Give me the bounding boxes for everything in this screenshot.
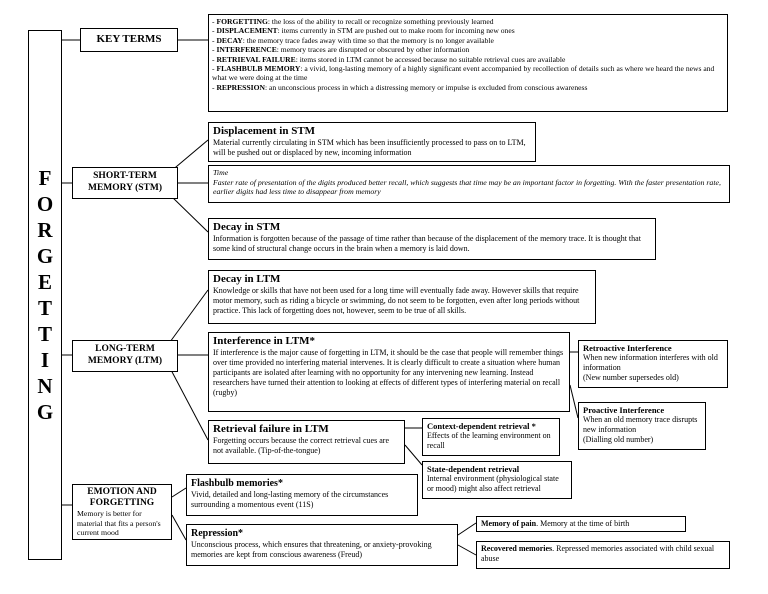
retroactive-text: When new information interferes with old information bbox=[583, 353, 718, 372]
proactive-text: When an old memory trace disrupts new information bbox=[583, 415, 698, 434]
context-title: Context-dependent retrieval * bbox=[427, 421, 536, 431]
bullet-dash: - bbox=[212, 35, 217, 45]
key-term-definition: : the loss of the ability to recall or recognize something previously learned bbox=[267, 17, 494, 26]
state-title: State-dependent retrieval bbox=[427, 464, 520, 474]
stm-decay-box bbox=[208, 218, 656, 260]
stm-label bbox=[72, 167, 178, 199]
stm-displacement-box bbox=[208, 122, 536, 162]
ltm-label bbox=[72, 340, 178, 372]
stm-label-text: SHORT-TERM MEMORY (STM) bbox=[88, 171, 162, 193]
title-letter: F bbox=[38, 166, 52, 190]
context-text: Effects of the learning environment on recall bbox=[427, 431, 551, 450]
title-letter: E bbox=[37, 270, 52, 294]
pain-text: . Memory at the time of birth bbox=[536, 519, 630, 528]
retroactive-title: Retroactive Interference bbox=[583, 343, 672, 353]
memory-of-pain-box bbox=[476, 516, 686, 532]
ltm-retrieval-text: Forgetting occurs because the correct retrieval cues are not available. (Tip-of-the-tongue) bbox=[213, 436, 389, 455]
key-term: REPRESSION bbox=[216, 82, 265, 92]
ltm-interference-title: Interference in LTM* bbox=[213, 335, 316, 347]
flashbulb-text: Vivid, detailed and long-lasting memory of the circumstances surrounding a momentous event (11S) bbox=[191, 490, 389, 509]
bullet-dash: - bbox=[212, 45, 217, 55]
key-terms-label-text: KEY TERMS bbox=[96, 33, 162, 45]
emotion-subtext: Memory is better for material that fits a person's current mood bbox=[77, 509, 161, 537]
state-dependent-box bbox=[422, 461, 572, 499]
bullet-dash: - bbox=[212, 26, 217, 36]
ltm-retrieval-box bbox=[208, 420, 405, 464]
key-term-row bbox=[212, 45, 724, 54]
stm-decay-title: Decay in STM bbox=[213, 221, 281, 233]
ltm-interference-box bbox=[208, 332, 570, 412]
retroactive-example: (New number supersedes old) bbox=[583, 373, 679, 382]
flashbulb-title: Flashbulb memories* bbox=[191, 478, 283, 489]
ltm-decay-text: Knowledge or skills that have not been used for a long time will eventually fade away. However skills that require motor memory, such as riding a bicycle or swimming, do not seem to be forgotten, even after long periods without practice. This lack of forgetting does not, however, seem to be true of all skills. bbox=[213, 286, 580, 315]
key-term: FORGETTING bbox=[216, 17, 268, 26]
key-term-definition: : the memory trace fades away with time so that the memory is no longer available bbox=[242, 35, 494, 45]
key-term-row bbox=[212, 26, 724, 35]
key-term-definition: : items currently in STM are pushed out to make room for incoming new ones bbox=[277, 26, 515, 36]
stm-decay-text: Information is forgotten because of the passage of time rather than because of the displacement of the memory trace. It is thought that some kind of structural change occurs in the brain when a memory is laid down. bbox=[213, 234, 641, 253]
proactive-interference-box bbox=[578, 402, 706, 450]
key-terms-definitions bbox=[208, 14, 728, 112]
forgetting-vertical-title bbox=[28, 30, 62, 560]
pain-title: Memory of pain bbox=[481, 519, 537, 528]
stm-time-box bbox=[208, 165, 730, 203]
key-term-row bbox=[212, 55, 724, 64]
recovered-text: . Repressed memories associated with child sexual abuse bbox=[481, 544, 715, 563]
key-terms-label bbox=[80, 28, 178, 52]
title-letter: O bbox=[36, 192, 54, 216]
ltm-label-text: LONG-TERM MEMORY (LTM) bbox=[87, 344, 163, 366]
ltm-decay-box bbox=[208, 270, 596, 324]
bullet-dash: - bbox=[212, 17, 217, 26]
key-term-row bbox=[212, 83, 724, 92]
key-term-row bbox=[212, 36, 724, 45]
ltm-decay-title: Decay in LTM bbox=[213, 273, 281, 285]
key-term: FLASHBULB MEMORY bbox=[216, 64, 301, 74]
bullet-dash: - bbox=[212, 54, 217, 64]
recovered-memories-box bbox=[476, 541, 730, 569]
stm-time-text: Faster rate of presentation of the digits produced better recall, which suggests that time may be an important factor in forgetting. With the faster presentation rate, earlier digits had less time to disappear from memory bbox=[213, 177, 721, 197]
title-letter: T bbox=[37, 322, 52, 346]
key-term-row bbox=[212, 64, 724, 83]
title-letter: G bbox=[36, 400, 54, 424]
context-dependent-box bbox=[422, 418, 560, 456]
state-text: Internal environment (physiological state or mood) might also affect retrieval bbox=[427, 474, 559, 493]
key-term: RETRIEVAL FAILURE bbox=[216, 54, 296, 64]
stm-displacement-text: Material currently circulating in STM which has been insufficiently processed to pass on to LTM, will be pushed out or displaced by new, incoming information bbox=[213, 138, 526, 157]
title-letter: N bbox=[37, 374, 53, 398]
title-letter: I bbox=[40, 348, 50, 372]
title-letter: R bbox=[37, 218, 53, 242]
recovered-title: Recovered memories bbox=[481, 544, 553, 553]
key-term-definition: : memory traces are disrupted or obscured by other information bbox=[276, 45, 470, 55]
bullet-dash: - bbox=[212, 64, 217, 74]
ltm-interference-text: If interference is the major cause of forgetting in LTM, it should be the case that people will remember things over time provided no interfering material intervenes. It is clearly difficult to create a situation where human participants are isolated after learning with no opportunity for any intervening new learning. Instead researchers have turned their attention to looking at effects of different types of interfering material on recall (rugby) bbox=[213, 348, 564, 397]
title-letter: T bbox=[37, 296, 52, 320]
key-term-row bbox=[212, 17, 724, 26]
key-term: DISPLACEMENT bbox=[216, 26, 278, 36]
proactive-example: (Dialling old number) bbox=[583, 435, 654, 444]
repression-box bbox=[186, 524, 458, 566]
bullet-dash: - bbox=[212, 82, 217, 92]
repression-text: Unconscious process, which ensures that threatening, or anxiety-provoking memories are kept from conscious awareness (Freud) bbox=[191, 540, 432, 559]
key-term: INTERFERENCE bbox=[216, 45, 277, 55]
repression-title: Repression* bbox=[191, 528, 244, 539]
key-term-definition: : items stored in LTM cannot be accessed because no suitable retrieval cues are available bbox=[295, 54, 566, 64]
key-term-definition: : a vivid, long-lasting memory of a highly significant event accompanied by recollection of details such as where we heard the news and what we were doing at the time bbox=[212, 64, 715, 83]
emotion-label-text: EMOTION AND FORGETTING bbox=[87, 487, 157, 508]
stm-displacement-title: Displacement in STM bbox=[213, 125, 316, 137]
ltm-retrieval-title: Retrieval failure in LTM bbox=[213, 423, 329, 435]
emotion-label bbox=[72, 484, 172, 540]
proactive-title: Proactive Interference bbox=[583, 405, 665, 415]
flashbulb-box bbox=[186, 474, 418, 516]
retroactive-interference-box bbox=[578, 340, 728, 388]
title-letter: G bbox=[36, 244, 54, 268]
key-term: DECAY bbox=[216, 35, 243, 45]
key-term-definition: : an unconscious process in which a distressing memory or impulse is excluded from conscious awareness bbox=[264, 82, 588, 92]
stm-time-title: Time bbox=[213, 168, 229, 177]
